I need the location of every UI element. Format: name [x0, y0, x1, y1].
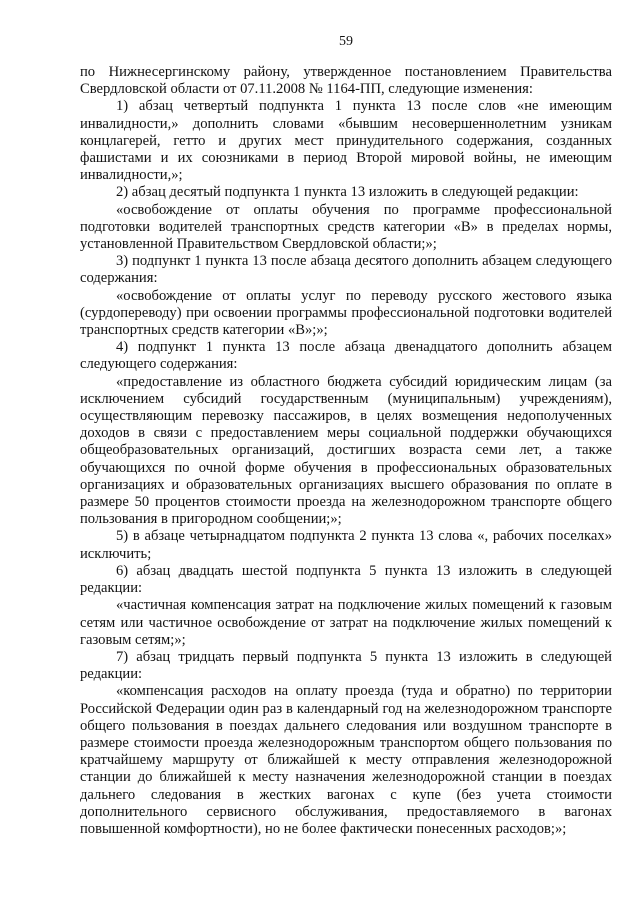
paragraph-item-2: 2) абзац десятый подпункта 1 пункта 13 изложить в следующей редакции:: [116, 184, 579, 201]
paragraph-quote-7: «компенсация расходов на оплату проезда (туда и обратно) по территории Российской Федерации один раз в календарный год на железнодорожном транспорте общего пользования в поездах дальнего следования или воздушном транспорте в размере стоимости проезда железнодорожным транспортом общего пользования по кратчайшему маршруту от ближайшей к месту отправления железнодорожной станции до ближайшей к месту назначения железнодорожной станции в поездах дальнего следования в жестких вагонах с купе (без учета стоимости дополнительного сервисного обслуживания, предоставляемого в вагонах повышенной комфортности), но не более фактически понесенных расходов;»;: [80, 683, 612, 837]
paragraph-intro: по Нижнесергинскому району, утвержденное постановлением Правительства Свердловской области от 07.11.2008 № 1164-ПП, следующие изменения:: [80, 64, 612, 98]
paragraph-item-5: 5) в абзаце четырнадцатом подпункта 2 пункта 13 слова «, рабочих поселках» исключить;: [80, 528, 612, 562]
paragraph-quote-4: «предоставление из областного бюджета субсидий юридическим лицам (за исключением субсидий государственным (муниципальным) учреждениям), осуществляющим перевозку пассажиров, в целях возмещения недополученных доходов в связи с предоставлением меры социальной поддержки обучающихся общеобразовательных организаций, достигших возраста семи лет, а также обучающихся по очной форме обучения в профессиональных образовательных организациях и образовательных организациях высшего образования по оплате в размере 50 процентов стоимости проезда на железнодорожном транспорте общего пользования в пригородном сообщении;»;: [80, 373, 612, 528]
paragraph-quote-3: «освобождение от оплаты услуг по переводу русского жестового языка (сурдопереводу) при освоении программы профессиональной подготовки водителей транспортных средств категории «В»;»;: [80, 287, 612, 339]
paragraph-item-7: 7) абзац тридцать первый подпункта 5 пункта 13 изложить в следующей редакции:: [80, 648, 612, 683]
paragraph-item-1: 1) абзац четвертый подпункта 1 пункта 13 после слов «не имеющим инвалидности,» дополнить словами «бывшим несовершеннолетним узникам концлагерей, гетто и других мест принудительного содержания, созданных фашистами и их союзниками в период Второй мировой войны, не имеющим инвалидности,»;: [80, 98, 612, 184]
document-body: [80, 64, 612, 838]
paragraph-quote-6: «частичная компенсация затрат на подключение жилых помещений к газовым сетям или частичное освобождение от затрат на подключение жилых помещений к газовым сетям;»;: [80, 597, 612, 648]
page-number: 59: [339, 34, 353, 49]
paragraph-quote-2: «освобождение от оплаты обучения по программе профессиональной подготовки водителей транспортных средств категории «В» в пределах нормы, установленной Правительством Свердловской области;»;: [80, 201, 612, 253]
paragraph-item-3: 3) подпункт 1 пункта 13 после абзаца десятого дополнить абзацем следующего содержания:: [80, 253, 612, 287]
paragraph-item-4: 4) подпункт 1 пункта 13 после абзаца двенадцатого дополнить абзацем следующего содержания:: [80, 339, 612, 373]
paragraph-item-6: 6) абзац двадцать шестой подпункта 5 пункта 13 изложить в следующей редакции:: [80, 562, 612, 597]
